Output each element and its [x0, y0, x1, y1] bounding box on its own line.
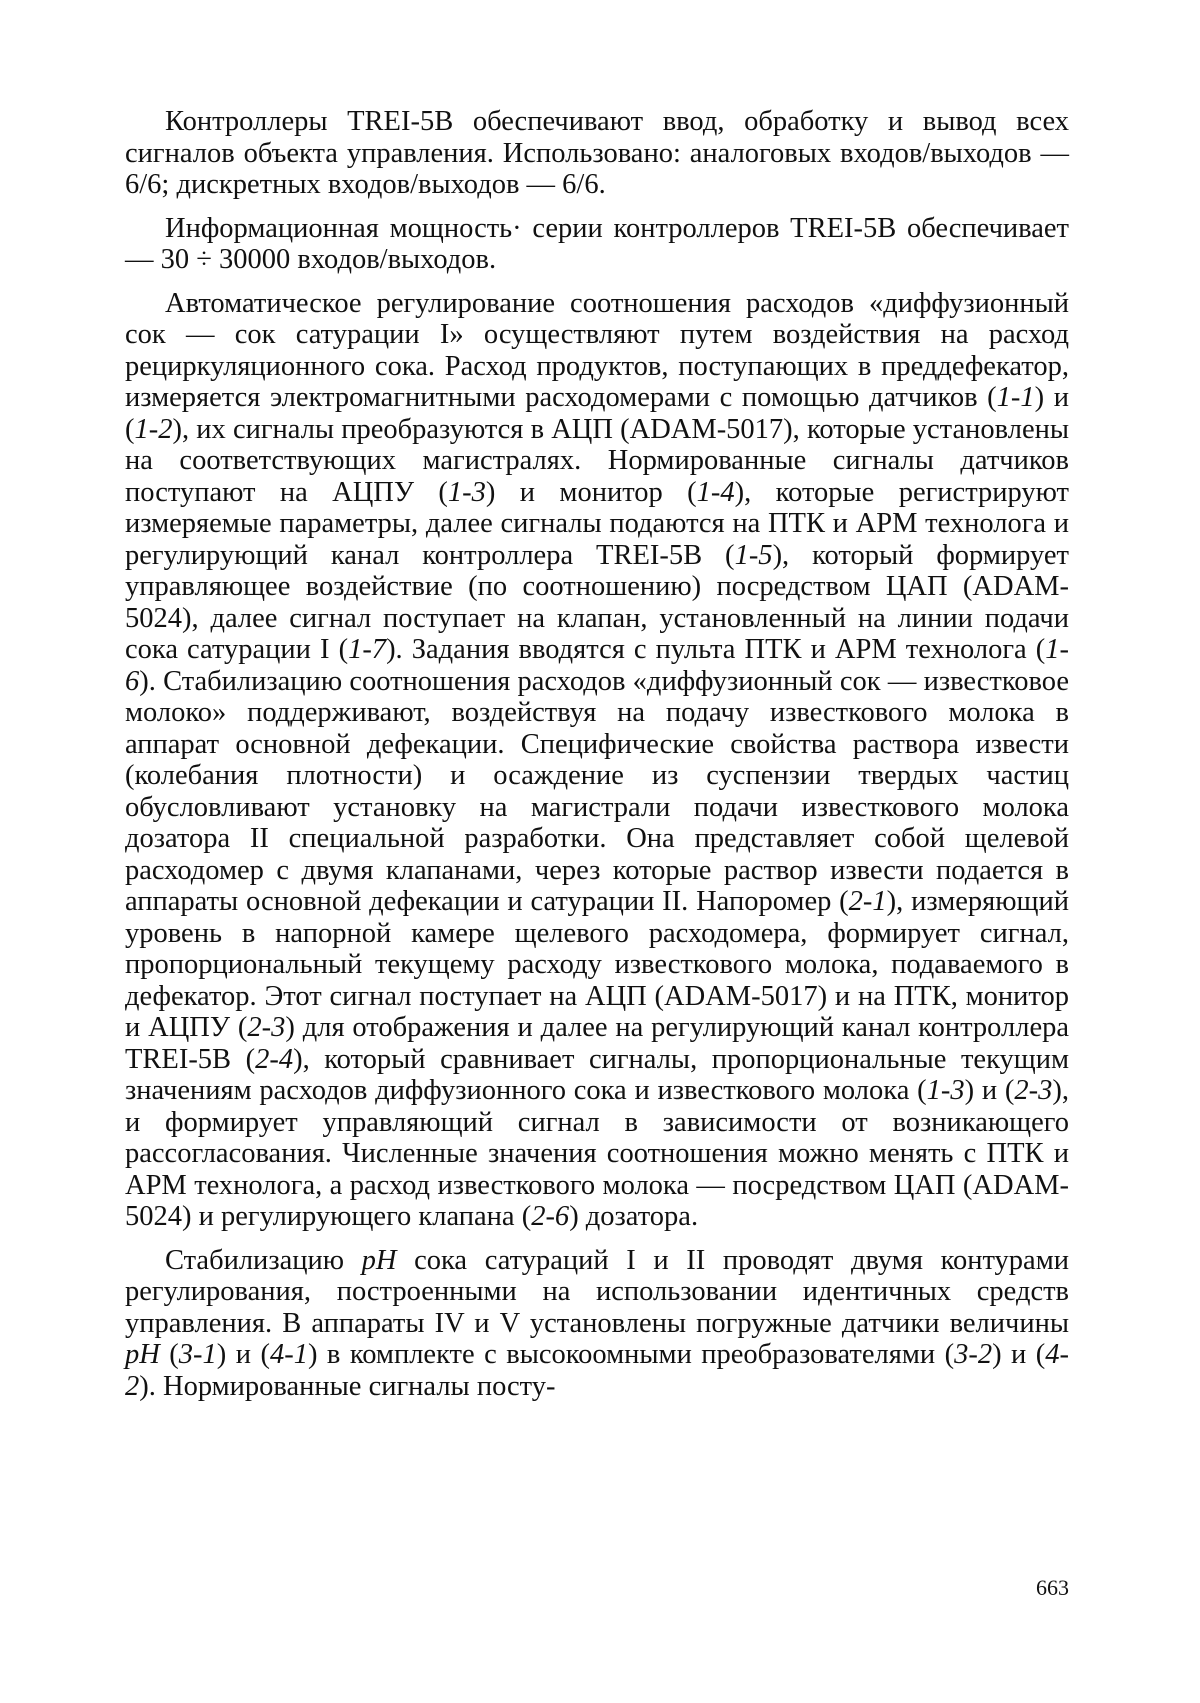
paragraph-text: ), который формирует управляющее воздействие (по соотношению) посредством ЦАП (ADAM-5024), далее сигнал поступает на клапан, установленный на линии подачи сока сатурации I ( [125, 539, 1070, 665]
reference-label: 1-2 [134, 413, 173, 445]
paragraph-text: Контроллеры TREI-5B обеспечивают ввод, обработку и вывод всех сигналов объекта управления. Использовано: аналоговых входов/выходов — 6/6; дискретных входов/выходов — 6/6. [125, 106, 1069, 200]
paragraph-text: сока сатураций I и II проводят двумя контурами регулирования, построенными на использовании идентичных средств управления. В аппараты IV и V установлены погружные датчики величины [125, 1244, 1069, 1339]
reference-label: 1-1 [996, 382, 1035, 413]
book-page [125, 106, 1069, 1626]
paragraph-text: ) в комплекте с высокоомными преобразователями ( [307, 1339, 955, 1370]
paragraph [125, 106, 1069, 201]
paragraph-text: ), который сравнивает сигналы, пропорциональные текущим значениям расходов диффузионного сока и известкового молока ( [125, 1043, 1069, 1106]
paragraph-text: Стабилизацию [165, 1244, 362, 1276]
page-number: 663 [1036, 1575, 1069, 1600]
paragraph-text: ) и ( [216, 1339, 270, 1370]
paragraph [125, 1245, 1069, 1403]
paragraph-text: ), и формирует управляющий сигнал в зависимости от возникающего рассогласования. Численные значения соотношения можно менять с ПТК и АРМ технолога, а расход известкового молока — посредством ЦАП (ADAM-5024) и регулирующего клапана ( [125, 1075, 1070, 1232]
reference-label: 2-3 [1014, 1075, 1053, 1106]
reference-label: 3-2 [954, 1339, 993, 1370]
paragraph-text: Автоматическое регулирование соотношения расходов «диффузионный сок — сок сатурации I» осуществляют путем воздействия на расход рециркуляционного сока. Расход продуктов, поступающих в преддефекатор, измеряется электромагнитными расходомерами с помощью датчиков ( [125, 287, 1069, 413]
paragraph-text: ) и ( [125, 382, 1070, 445]
reference-label: 4-2 [125, 1339, 1069, 1402]
reference-label: 1-7 [348, 634, 387, 665]
text-body [125, 106, 1069, 1402]
paragraph-text: ), которые регистрируют измеряемые параметры, далее сигналы подаются на ПТК и АРМ технолога и регулирующий канал контроллера TREI-5B ( [125, 476, 1069, 571]
paragraph-text: ). Стабилизацию соотношения расходов «диффузионный сок — известковое молоко» поддерживают, воздействуя на подачу известкового молока в аппарат основной дефекации. Специфические свойства раствора извести (колебания плотности) и осаждение из суспензии твердых частиц обусловливают установку на магистрали подачи известкового молока дозатора II специальной разработки. Она представляет собой щелевой расходомер с двумя клапанами, через которые раствор извести подается в аппараты основной дефекации и сатурации II. Напоромер ( [125, 665, 1069, 917]
paragraph [125, 213, 1069, 276]
reference-label: pH [361, 1244, 397, 1276]
reference-label: 1-4 [696, 476, 735, 508]
reference-label: 1-3 [926, 1075, 965, 1106]
reference-label: 2-6 [531, 1201, 570, 1232]
paragraph-text: ), измеряющий уровень в напорной камере щелевого расходомера, формирует сигнал, пропорциональный текущему расходу известкового молока, подаваемого в дефекатор. Этот сигнал поступает на АЦП (ADAM-5017) и на ПТК, монитор и АЦПУ ( [125, 886, 1069, 1043]
reference-label: 2-3 [247, 1012, 286, 1043]
paragraph-text: ) для отображения и далее на регулирующий канал контроллера TREI-5B ( [125, 1012, 1069, 1075]
paragraph [125, 288, 1069, 1233]
paragraph-text: ) и монитор ( [485, 476, 697, 508]
paragraph-text: ) и ( [964, 1075, 1015, 1106]
reference-label: 3-1 [178, 1339, 217, 1370]
reference-label: 2-1 [848, 886, 887, 917]
reference-label: 4-1 [269, 1339, 308, 1370]
paragraph-text: ), их сигналы преобразуются в АЦП (ADAM-5017), которые установлены на соответствующих магистралях. Нормированные сигналы датчиков поступают на АЦПУ ( [125, 413, 1069, 508]
reference-label: 2-4 [255, 1043, 294, 1075]
reference-label: 1-3 [447, 476, 486, 508]
paragraph-text: ) дозатора. [569, 1201, 699, 1232]
paragraph-text: ( [159, 1339, 179, 1370]
paragraph-text: ). Задания вводятся с пульта ПТК и АРМ технолога ( [386, 634, 1046, 665]
reference-label: 1-5 [734, 539, 773, 571]
paragraph-text: ) и ( [992, 1339, 1046, 1370]
reference-label: 1-6 [125, 634, 1069, 697]
paragraph-text: ). Нормированные сигналы посту- [139, 1370, 556, 1402]
reference-label: pH [125, 1339, 160, 1370]
paragraph-text: Информационная мощность· серии контроллеров TREI-5B обеспечивает — 30 ÷ 30000 входов/выходов. [125, 212, 1069, 275]
